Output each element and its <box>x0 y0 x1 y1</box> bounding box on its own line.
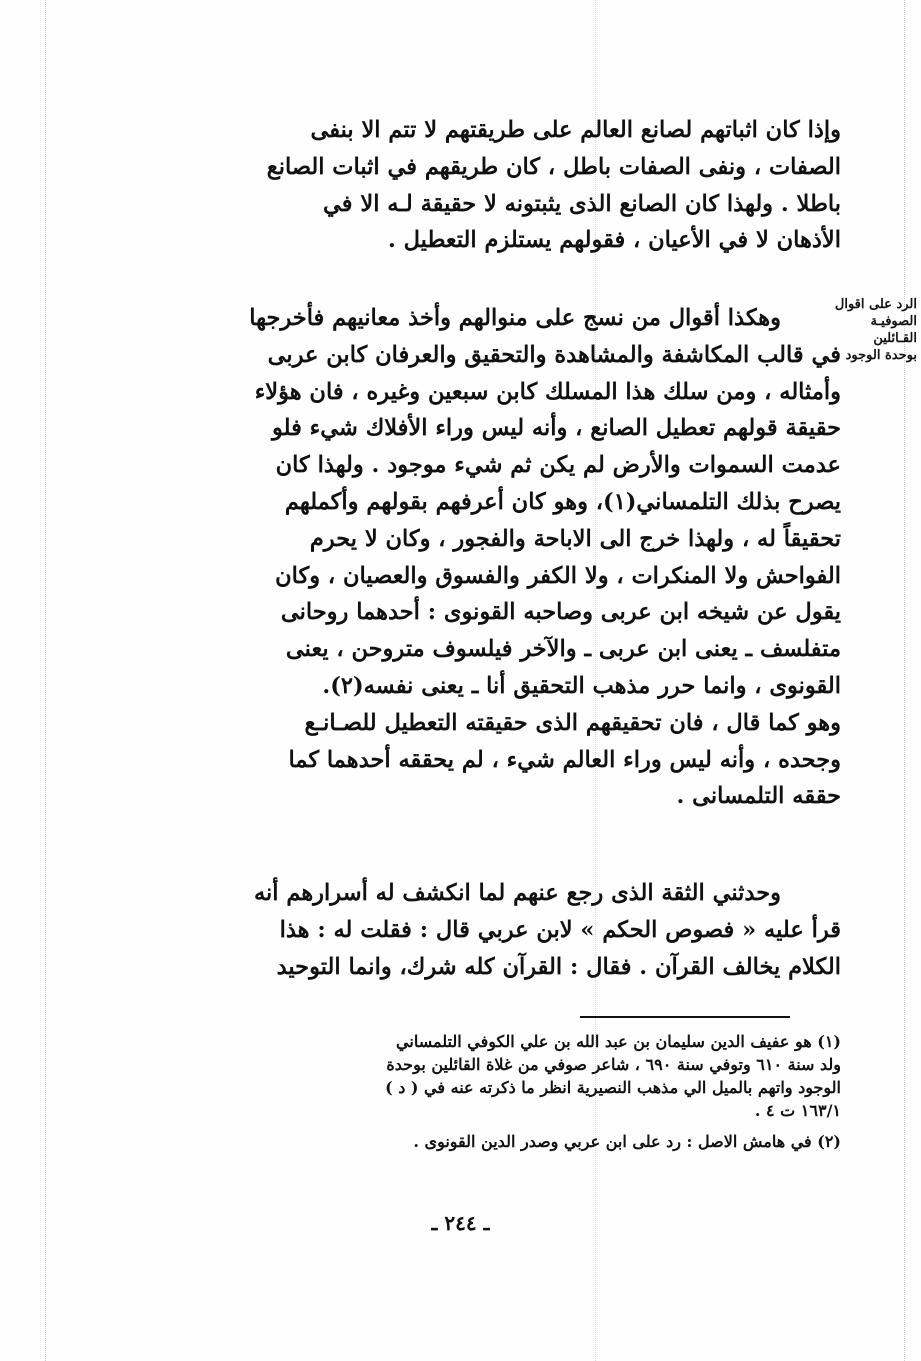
footnote-1-line: الوجود واتهم بالميل الي مذهب النصيرية انظر ما ذكرته عنه في ( د ) <box>385 1078 841 1097</box>
footnote-2-line: (٢) في هامش الاصل : رد على ابن عربي وصدر الدين القونوى . <box>413 1132 841 1151</box>
text-line: يصرح بذلك التلمساني(١)، وهو كان أعرفهم بقولهم وأكملهم <box>284 488 841 515</box>
text-line: وأمثاله ، ومن سلك هذا المسلك كابن سبعين وغيره ، فان هؤلاء <box>254 378 841 405</box>
margin-note <box>834 296 917 364</box>
text-line: وهكذا أقوال من نسج على منوالهم وأخذ معانيهم فأخرجها <box>249 305 781 331</box>
text-line: باطلا . ولهذا كان الصانع الذى يثبتونه لا حقيقة لـه الا في <box>323 190 841 217</box>
text-line: الفواحش ولا المنكرات ، ولا الكفر والفسوق والعصيان ، وكان <box>275 562 841 589</box>
margin-note-line: بوحدة الوجود <box>845 348 917 363</box>
margin-note-line: القـائلين <box>873 331 917 346</box>
page-number: ـ ٢٤٤ ـ <box>431 1211 490 1235</box>
text-line: حقيقة قولهم تعطيل الصانع ، وأنه ليس وراء الأفلاك شيء فلو <box>272 415 841 442</box>
text-line: متفلسف ـ يعنى ابن عربى ـ والآخر فيلسوف متروحن ، يعنى <box>285 636 841 663</box>
text-line: عدمت السموات والأرض لم يكن ثم شيء موجود . ولهذا كان <box>275 452 841 479</box>
footnote-1-line: (١) هو عفيف الدين سليمان بن عبد الله بن علي الكوفي التلمساني <box>396 1032 841 1051</box>
paragraph-3 <box>181 875 841 985</box>
text-line: وهو كما قال ، فان تحقيقهم الذى حقيقته التعطيل للصـانـع <box>304 709 841 736</box>
text-line: حققه التلمسانى . <box>676 783 841 810</box>
text-line: وإذا كان اثباتهم لصانع العالم على طريقتهم لا تتم الا بنفى <box>310 117 841 143</box>
text-line: قرأ عليه « فصوص الحكم » لابن عربي قال : فقلت له : هذا <box>279 916 841 943</box>
text-line: تحقيقاً له ، ولهذا خرج الى الاباحة والفجور ، وكان لا يحرم <box>309 525 841 552</box>
scan-artifact-line <box>45 0 46 1361</box>
text-line: القونوى ، وانما حرر مذهب التحقيق أنا ـ يعنى نفسه(٢). <box>322 672 841 699</box>
footnotes <box>181 1030 841 1153</box>
text-line: في قالب المكاشفة والمشاهدة والتحقيق والعرفان كابن عربى <box>267 341 841 368</box>
footnote-1-line: ولد سنة ٦١٠ وتوفي سنة ٦٩٠ ، شاعر صوفي من غلاة القائلين بوحدة <box>386 1055 841 1074</box>
margin-note-line: الرد على اقوال <box>834 297 917 312</box>
text-line: وجحده ، وأنه ليس وراء العالم شيء ، لم يحققه أحدهما كما <box>288 746 841 773</box>
text-line: الأذهان لا في الأعيان ، فقولهم يستلزم التعطيل . <box>387 227 841 254</box>
paragraph-1 <box>181 112 841 259</box>
text-line: يقول عن شيخه ابن عربى وصاحبه القونوى : أحدهما روحانى <box>280 599 841 626</box>
text-line: الكلام يخالف القرآن . فقال : القرآن كله شرك، وانما التوحيد <box>276 953 841 980</box>
footnote-gap <box>181 1122 841 1130</box>
paragraph-2 <box>181 300 841 815</box>
text-line: الصفات ، ونفى الصفات باطل ، كان طريقهم في اثبات الصانع <box>266 153 841 180</box>
scan-artifact-line <box>904 0 905 1361</box>
text-line: وحدثني الثقة الذى رجع عنهم لما انكشف له أسرارهم أنه <box>253 880 781 906</box>
margin-note-line: الصوفيـة <box>870 314 917 329</box>
footnote-1-line: ١٦٣/١ ت ٤ . <box>754 1101 841 1120</box>
footnote-separator <box>580 1016 790 1018</box>
